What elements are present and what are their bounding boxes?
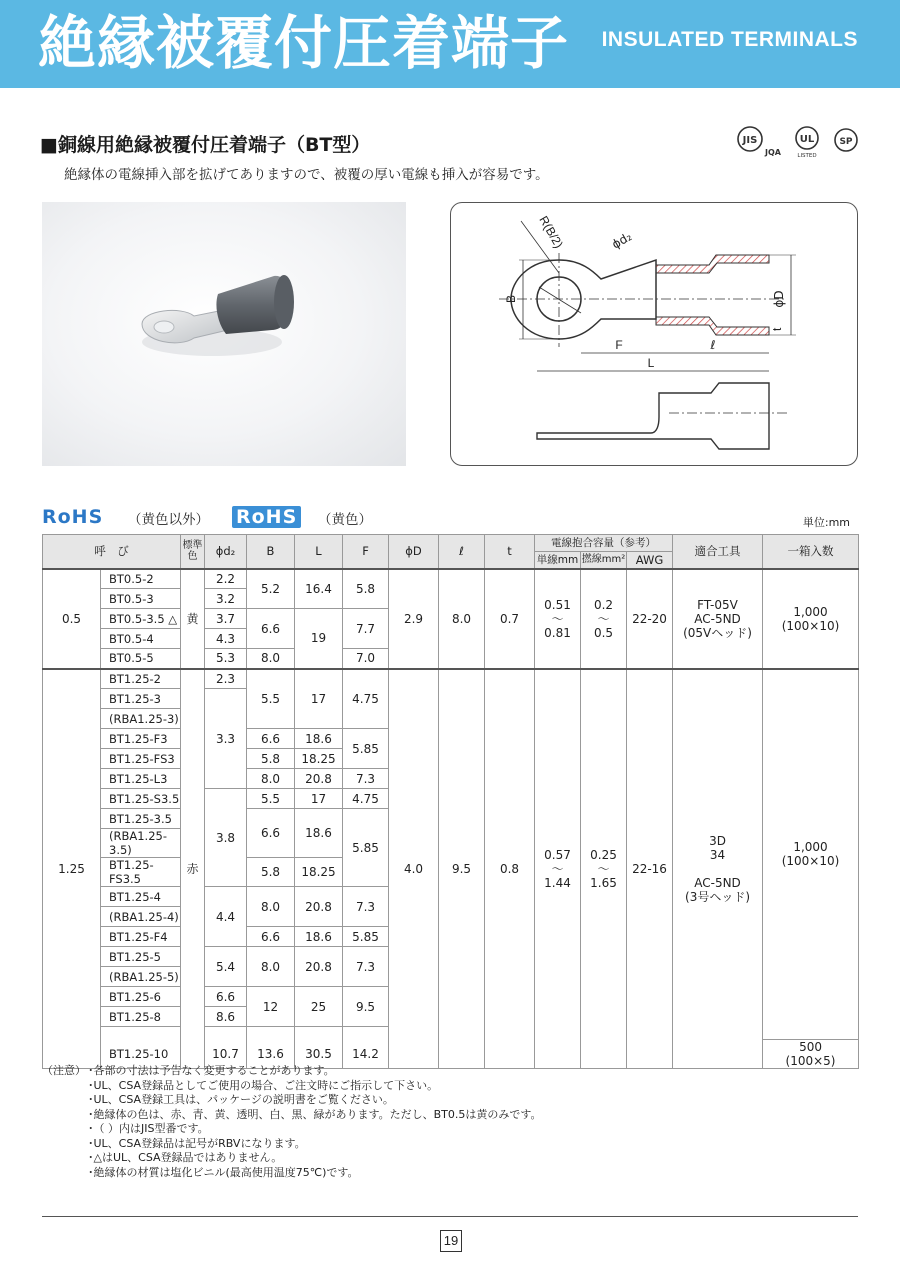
b-cell: 8.0 [247, 649, 295, 669]
tool-cell [673, 569, 763, 669]
f-cell: 4.75 [343, 789, 389, 809]
l-cell: 18.25 [295, 749, 343, 769]
diagram-label-f: F [615, 338, 623, 352]
b-cell: 5.8 [247, 749, 295, 769]
single-tilde: ～ [551, 611, 564, 626]
diagram-label-b: B [504, 294, 518, 304]
notes-label: （注意） [42, 1064, 86, 1077]
l-cell: 19 [295, 609, 343, 669]
part-name: BT1.25-5 [101, 947, 181, 967]
part-name: BT1.25-6 [101, 987, 181, 1007]
header-tool: 適合工具 [673, 535, 763, 569]
part-name: BT1.25-L3 [101, 769, 181, 789]
notes-list [88, 1064, 542, 1180]
f-cell: 14.2 [343, 1040, 389, 1069]
qty-line: (100×5) [785, 1054, 836, 1068]
tool-line: AC-5ND [694, 611, 741, 626]
jis-mark-icon [736, 125, 786, 159]
awg-cell: 22-20 [627, 569, 673, 669]
diagram-label-d: ϕD [772, 290, 786, 308]
part-name: BT1.25-F3 [101, 729, 181, 749]
part-name: BT1.25-3.5 [101, 809, 181, 829]
header-color: 標準色 [181, 535, 205, 569]
dimension-diagram [450, 202, 858, 466]
b-cell: 6.6 [247, 729, 295, 749]
d-cell: 2.9 [389, 569, 439, 669]
header-capacity: 電線抱合容量（参考） [535, 535, 673, 552]
size-cell: 0.5 [43, 569, 101, 669]
strand-cell [581, 569, 627, 669]
header-strand: 撚線mm² [581, 552, 627, 569]
rohs-note-yellow: （黄色） [318, 512, 372, 528]
rohs-note-non-yellow: （黄色以外） [128, 512, 209, 528]
f-cell: 7.3 [343, 769, 389, 789]
strand-tilde: ～ [597, 861, 610, 876]
l-cell: 20.8 [295, 769, 343, 789]
note-item: ･△はUL、CSA登録品ではありません。 [88, 1151, 283, 1164]
section-description: 絶縁体の電線挿入部を拡げてありますので、被覆の厚い電線も挿入が容易です。 [64, 167, 549, 183]
note-item: ･UL、CSA登録品としてご使用の場合、ご注文時にご指示して下さい。 [88, 1078, 439, 1092]
header-b: B [247, 535, 295, 569]
header-name: 呼 び [43, 535, 181, 569]
size-cell: 1.25 [43, 669, 101, 1069]
single-min: 0.51 [544, 597, 571, 612]
note-item: ･（ ）内はJIS型番です。 [88, 1122, 209, 1135]
d2-spacer [205, 1027, 247, 1040]
l-cell: 16.4 [295, 569, 343, 609]
f-cell: 9.5 [343, 987, 389, 1027]
d2-cell: 3.2 [205, 589, 247, 609]
part-name: BT0.5-2 [101, 569, 181, 589]
rohs-logo-blue: RoHS [42, 506, 104, 528]
part-name: BT0.5-3 [101, 589, 181, 609]
part-name: BT1.25-8 [101, 1007, 181, 1027]
jqa-mark-text: JQA [765, 148, 781, 157]
part-name: BT0.5-5 [101, 649, 181, 669]
t-cell: 0.7 [485, 569, 535, 669]
l-spacer [295, 1027, 343, 1040]
section-heading: ■銅線用絶縁被覆付圧着端子（BT型） [40, 134, 371, 156]
diagram-label-r: R(B/2) [536, 213, 566, 251]
b-cell: 5.2 [247, 569, 295, 609]
part-name: (RBA1.25-5) [101, 967, 181, 987]
note-item: ･各部の寸法は予告なく変更することがあります。 [88, 1064, 335, 1077]
part-name: BT1.25-S3.5 [101, 789, 181, 809]
qty-cell [763, 669, 859, 1040]
b-cell: 5.5 [247, 669, 295, 729]
d-cell: 4.0 [389, 669, 439, 1069]
part-name: BT1.25-3 [101, 689, 181, 709]
part-name: BT1.25-F4 [101, 927, 181, 947]
jis-mark-text: JIS [742, 135, 758, 146]
d2-cell: 6.6 [205, 987, 247, 1007]
header-banner [0, 0, 900, 88]
header-d2: ϕd₂ [205, 535, 247, 569]
spec-table [42, 534, 859, 1069]
part-name: BT1.25-4 [101, 887, 181, 907]
part-name: (RBA1.25-4) [101, 907, 181, 927]
strand-min: 0.2 [593, 597, 614, 612]
lsmall-cell: 9.5 [439, 669, 485, 1069]
lsmall-cell: 8.0 [439, 569, 485, 669]
tool-line [673, 862, 762, 876]
b-cell: 13.6 [247, 1040, 295, 1069]
f-cell: 5.85 [343, 729, 389, 769]
tool-line: 3D [709, 833, 726, 848]
b-cell: 5.5 [247, 789, 295, 809]
part-name: (RBA1.25-3) [101, 709, 181, 729]
strand-tilde: ～ [597, 611, 610, 626]
t-cell: 0.8 [485, 669, 535, 1069]
part-name: BT1.25-FS3.5 [101, 858, 181, 887]
l-cell: 30.5 [295, 1040, 343, 1069]
d2-cell: 4.4 [205, 887, 247, 947]
csa-mark-icon [832, 125, 860, 159]
ul-listed-icon [792, 125, 822, 159]
single-cell [535, 569, 581, 669]
f-cell: 5.8 [343, 569, 389, 609]
b-cell: 12 [247, 987, 295, 1027]
single-max: 1.44 [544, 875, 571, 890]
f-cell: 5.85 [343, 809, 389, 887]
qty-line: 1,000 [793, 840, 828, 855]
f-spacer [343, 1027, 389, 1040]
strand-max: 0.5 [593, 625, 614, 640]
l-cell: 18.25 [295, 858, 343, 887]
part-name: BT1.25-2 [101, 669, 181, 689]
l-cell: 17 [295, 789, 343, 809]
table-row [43, 569, 859, 589]
f-cell: 7.0 [343, 649, 389, 669]
header-awg: AWG [627, 552, 673, 569]
diagram-label-t: t [770, 327, 784, 331]
l-cell: 20.8 [295, 947, 343, 987]
diagram-label-l: L [647, 356, 655, 370]
header-t: t [485, 535, 535, 569]
note-item: ･UL、CSA登録工具は、パッケージの説明書をご覧ください。 [88, 1093, 394, 1106]
qty-line: 500 [799, 1040, 822, 1054]
f-cell: 4.75 [343, 669, 389, 729]
note-item: ･絶縁体の色は、赤、青、黄、透明、白、黒、緑があります。ただし、BT0.5は黄のみです。 [88, 1107, 542, 1121]
tool-line: (05Vヘッド) [683, 625, 752, 640]
d2-cell: 2.3 [205, 669, 247, 689]
qty-line: (100×10) [781, 854, 840, 869]
header-f: F [343, 535, 389, 569]
page-number: 19 [440, 1230, 462, 1252]
header-l: L [295, 535, 343, 569]
header-d: ϕD [389, 535, 439, 569]
d2-cell: 3.7 [205, 609, 247, 629]
diagram-label-d2: ϕd₂ [609, 229, 635, 252]
color-cell: 赤 [181, 669, 205, 1069]
qty-cell [763, 1040, 859, 1069]
footer-divider [42, 1216, 858, 1217]
header-lsmall: ℓ [439, 535, 485, 569]
terminal-photo-icon [42, 202, 406, 466]
single-tilde: ～ [551, 861, 564, 876]
d2-cell: 5.3 [205, 649, 247, 669]
qty-line: (100×10) [781, 618, 840, 633]
b-cell: 6.6 [247, 809, 295, 858]
f-cell: 5.85 [343, 927, 389, 947]
ul-listed-text: LISTED [797, 153, 817, 159]
b-cell: 5.8 [247, 858, 295, 887]
part-name: BT0.5-4 [101, 629, 181, 649]
tool-line: 34 [709, 847, 726, 862]
part-name: BT1.25-10 [101, 1040, 181, 1069]
table-row [43, 669, 859, 689]
tool-line: FT-05V [697, 597, 738, 612]
tool-cell [673, 669, 763, 1069]
strand-max: 1.65 [590, 875, 617, 890]
part-name: (RBA1.25-3.5) [101, 829, 181, 858]
tool-line: AC-5ND [694, 875, 741, 890]
ul-mark-text: UL [799, 134, 815, 145]
qty-line: 1,000 [793, 604, 828, 619]
awg-cell: 22-16 [627, 669, 673, 1069]
b-cell: 6.6 [247, 927, 295, 947]
d2-cell: 5.4 [205, 947, 247, 987]
d2-cell: 4.3 [205, 629, 247, 649]
single-max: 0.81 [544, 625, 571, 640]
single-cell [535, 669, 581, 1069]
l-cell: 18.6 [295, 809, 343, 858]
part-name: BT1.25-FS3 [101, 749, 181, 769]
d2-cell: 10.7 [205, 1040, 247, 1069]
b-cell: 6.6 [247, 609, 295, 649]
l-cell: 25 [295, 987, 343, 1027]
l-cell: 17 [295, 669, 343, 729]
b-cell: 8.0 [247, 947, 295, 987]
part-name: BT0.5-3.5 △ [101, 609, 181, 629]
color-cell: 黄 [181, 569, 205, 669]
tool-line: (3号ヘッド) [685, 889, 751, 904]
strand-cell [581, 669, 627, 1069]
diagram-label-lsmall: ℓ [710, 338, 716, 352]
single-min: 0.57 [544, 847, 571, 862]
terminal-drawing-icon [451, 203, 856, 464]
part-name-spacer [101, 1027, 181, 1040]
b-cell: 8.0 [247, 769, 295, 789]
b-spacer [247, 1027, 295, 1040]
f-cell: 7.7 [343, 609, 389, 649]
l-cell: 18.6 [295, 927, 343, 947]
rohs-logo-filled: RoHS [232, 506, 301, 528]
d2-cell: 3.8 [205, 789, 247, 887]
d2-cell: 8.6 [205, 1007, 247, 1027]
unit-label: 単位:mm [802, 516, 850, 529]
b-cell: 8.0 [247, 887, 295, 927]
rohs-legend [42, 506, 858, 530]
header-single: 単線mm [535, 552, 581, 569]
f-cell: 7.3 [343, 947, 389, 987]
product-photo [42, 202, 406, 466]
l-cell: 20.8 [295, 887, 343, 927]
d2-cell: 2.2 [205, 569, 247, 589]
page-subtitle: INSULATED TERMINALS [601, 28, 858, 51]
qty-cell [763, 569, 859, 669]
strand-min: 0.25 [590, 847, 617, 862]
csa-mark-text: SP [839, 137, 853, 147]
note-item: ･絶縁体の材質は塩化ビニル(最高使用温度75℃)です。 [88, 1165, 359, 1179]
note-item: ･UL、CSA登録品は記号がRBVになります。 [88, 1136, 306, 1150]
page-title: 絶縁被覆付圧着端子 [38, 9, 570, 77]
f-cell: 7.3 [343, 887, 389, 927]
d2-cell: 3.3 [205, 689, 247, 789]
l-cell: 18.6 [295, 729, 343, 749]
header-qty: 一箱入数 [763, 535, 859, 569]
